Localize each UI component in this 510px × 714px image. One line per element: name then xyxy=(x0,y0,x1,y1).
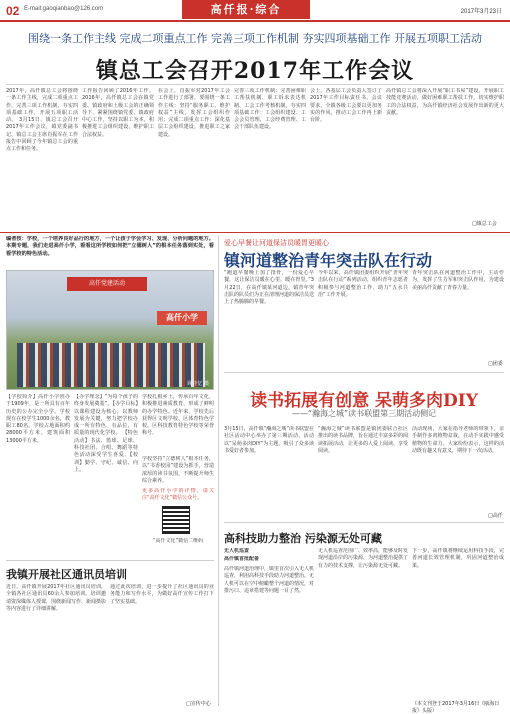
story-2-rule xyxy=(224,372,504,373)
story-4-column-2 xyxy=(110,584,214,706)
story-2-column-1 xyxy=(224,426,314,514)
issue-date: 2017年3月23日 xyxy=(460,9,502,15)
story-2-text-1: 3月15日，高仟镇“瀚海之城”读书联盟在社区活动中心举办了第三期活动，活动以“呆萌多肉DIY”为主题，吸引了众多读书爱好者参加。 xyxy=(224,426,314,454)
editor-note: 编者按：学校，一个培养良好品行的地方，一个让孩子学会学习、发现、分析问题的地方。本期专题，我们走进高仟小学，看看这所学校如何把“立德树人”的根本任务落到实处，看看学校的特色活动。 xyxy=(6,236,214,257)
story-3-column-3 xyxy=(412,548,504,698)
school-middle-text-2: 学校坚持“立德树人”根本任务，以“书香校园”建设为抓手，营造浓厚的读书氛围，不断提升师生综合素养。 xyxy=(142,456,214,484)
school-activities-text: 【特色活动】书法、篮球、足球、科技社团、合唱、舞蹈等特色活动深受学生喜爱。【校训】勤学、守纪、诚信、向上。 xyxy=(74,430,138,473)
photo-sign: 高仟党建活动 xyxy=(67,277,147,291)
story-3-text-2: 无人机巡查范围广、效率高，能够及时发现河道沿岸的污染源，为河道整治提供了有力的技术支撑，让污染源无处可藏。 xyxy=(318,548,408,569)
lead-para-5: 完善三项工作机制：完善困难职工帮扶机制、职工诉求表达机制、工会工作考核机制。夯实四项基础工作：工会组织建设、工会会员管理、工会经费管理、工会干部队伍建设。 xyxy=(234,88,306,131)
column-divider xyxy=(218,236,219,706)
story-2-column-2 xyxy=(318,426,408,514)
lead-column-1 xyxy=(6,88,78,228)
lead-column-4 xyxy=(234,88,306,228)
qr-caption: “高仟文化”微信二维码 xyxy=(152,538,204,544)
story-3-subhead-a: 无人机巡查 xyxy=(224,548,250,554)
lead-para-2: 3月15日，镇总工会召开2017年工作会议，镇党委副书记、镇总工会主席肖振军在工作报告中回顾了今年镇总工会的重点工作和任务。 xyxy=(6,117,78,153)
story-3-text-3: 下一步，高仟镇将继续运用科技手段，完善河道长效管理机制，巩固河道整治成果。 xyxy=(412,548,504,569)
photo-banner: 高仟小学 xyxy=(157,311,207,325)
story-4-title: 我镇开展社区通讯员培训 xyxy=(6,568,127,581)
story-1-column-2 xyxy=(318,270,408,366)
story-1-text-3: 青年突击队在河道整治工作中，主动作为，发挥了生力军和突击队作用，为建设美丽高仟贡献了青春力量。 xyxy=(412,270,504,291)
lead-para-6: 会上，各基层工会负责人签订了2017年工作目标责任书。会议要求，全镇各级工会要以更加务实的作风，推动工会工作再上新台阶。 xyxy=(310,88,382,124)
lead-column-6 xyxy=(386,88,504,218)
lead-column-5 xyxy=(310,88,382,228)
lead-column-right-text: 高仟镇总工会将深入开展“职工书屋”建设，开展职工技能竞赛活动，做好困难职工帮扶工作，切实维护职工的合法权益，为高仟镇经济社会发展作出新的更大贡献。 xyxy=(386,88,504,116)
story-2-title: 读书拓展有创意 呆萌多肉DIY xyxy=(250,391,478,411)
school-column-4 xyxy=(142,456,214,486)
lead-para-4: 在会上，肖振军对2017年工会工作进行了部署。要围绕一条工作主线：坚持“服务职工、维护权益”主线，发挥工会组织作用；完成二项重点工作：深化基层工会组织建设，推进职工之家建设。 xyxy=(158,88,230,138)
students-group xyxy=(17,343,205,387)
school-column-1 xyxy=(6,394,70,556)
story-2-subtitle: ——“瀚海之城”读书联盟第三期活动侧记 xyxy=(291,409,437,418)
header-rule xyxy=(0,20,510,22)
photo-credit: 顾佳忆 摄 xyxy=(187,381,209,387)
lead-column-3 xyxy=(158,88,230,228)
lead-headline: 镇总工会召开2017年工作会议 xyxy=(95,58,415,84)
story-3-column-1 xyxy=(224,566,314,706)
school-column-2 xyxy=(74,394,138,556)
story-2-byline: □高仟 xyxy=(488,513,503,519)
story-1-column-3 xyxy=(412,270,504,366)
story-3-rule xyxy=(224,522,504,523)
story-1-byline: □团委 xyxy=(488,361,503,367)
story-1-text-2: 今年以来，高仟镇团委组织开展“青年突击队在行动”系列活动，组织青年志愿者积极参与河道整治工作，助力“五水共治”工作开展。 xyxy=(318,270,408,298)
section-rule xyxy=(0,232,510,233)
lead-subhead: 围绕一条工作主线 完成二项重点工作 完善三项工作机制 夯实四项基础工作 开展五项职工活动 xyxy=(28,32,482,45)
school-middle-text-1: 学校扎根乡土，传承百年文化，积极推进素质教育，形成了鲜明的办学特色。近年来，学校先后获得区文明学校、区体育特色学校、区科技教育特色学校等荣誉称号。 xyxy=(142,394,214,437)
school-more-info: 更多高仟小学的详情，请关注“高仟文化”微信公众号。 xyxy=(142,488,214,502)
story-4-column-1 xyxy=(6,584,106,706)
story-4-rule xyxy=(6,560,214,561)
lead-para-3: 工作报告回顾了2016年工作。2016年，高仟镇总工会在镇党委、镇政府和上级工会的正确领导下，紧紧围绕镇党委、镇政府中心工作，坚持以职工为本，积极推进工会组织建设，维护职工合法权益。 xyxy=(82,88,154,138)
story-3-title: 高科技助力整治 污染源无处可藏 xyxy=(224,532,382,545)
school-intro-text: 【学校简介】高仟小学创办于1909年，是一所具有百年历史的公办完全小学。学校现有在校学生1000余名，教职工80名。学校占地面积约28000平方米，建筑面积13000平方米。 xyxy=(6,394,70,444)
story-4-byline: □宣传中心 xyxy=(186,701,211,707)
email-address: E-mail:gaoqianbao@126.com xyxy=(24,6,104,12)
story-1-text-1: “跑道早餐晚上加了排骨，一份爱心早餐，这让保洁员暖在心里，暖在胃里。”3月22日，在高仟镇某河道边，镇青年突击队的队员们为正在清理河道的保洁员送上了热腾腾的早餐。 xyxy=(224,270,314,306)
lead-column-2 xyxy=(82,88,154,228)
school-photo xyxy=(6,270,214,390)
story-1-kicker: 爱心早餐让河道保洁员暖胃更暖心 xyxy=(224,239,329,247)
story-3-text-1: 高仟镇河道治理中，镇里首次引入无人机巡查，利用高科技手段助力河道整治。无人机可以在空中俯瞰整个河道的情况，对排污口、违章搭建等问题一目了然。 xyxy=(224,566,314,594)
story-4-text-2: 通过此次培训，进一步提升了社区通讯员的业务能力和写作水平，为做好高仟宣传工作打下了坚实基础。 xyxy=(110,584,214,605)
story-1-title: 镇河道整治青年突击队在行动 xyxy=(224,251,433,270)
lead-rule xyxy=(6,84,504,85)
story-2-column-3 xyxy=(412,426,504,514)
lead-para-1: 2017年，高仟镇总工会将围绕一条工作主线，完成二项重点工作，完善三项工作机制，夯实四项基础工作，开展五项职工活动。 xyxy=(6,88,78,124)
lead-byline: □镇总工会 xyxy=(472,221,497,227)
masthead: 高仟报·综合 xyxy=(182,0,310,19)
story-2-text-3: 活动现场，大家在指导老师的带领下，亲手制作多肉植物盆栽，在动手实践中感受植物的生命力。大家纷纷表示，这样的活动既有趣又有意义，期待下一次活动。 xyxy=(412,426,504,454)
story-2-text-2: “瀚海之城”读书联盟是镇团委联合社区推出的读书品牌，旨在通过丰富多彩的阅读拓展活动，让更多的人爱上阅读、享受阅读。 xyxy=(318,426,408,454)
school-column-3 xyxy=(142,394,214,454)
school-philosophy-text: 【办学理念】“为每个孩子的终身发展奠基”。【办学目标】以课程建设为核心，以教师发展为关键，努力把学校办成一所有特色、有品位、有质量的现代化学校。 xyxy=(74,394,138,437)
story-3-column-2 xyxy=(318,548,408,706)
page-number: 02 xyxy=(6,4,20,18)
story-3-byline: （本文刊登于2017年3月16日《瓯海日报》头版） xyxy=(412,701,500,714)
story-3-subhead-b: 高仟镇首批配备 xyxy=(224,556,260,562)
story-1-column-1 xyxy=(224,270,314,366)
story-4-text-1: 近日，高仟镇开展2017年社区通讯员培训，全镇各社区通讯员60余人参加培训。培训邀请资深媒体人授课，围绕新闻写作、新闻摄影等内容进行了详细讲解。 xyxy=(6,584,106,612)
wechat-qr-code xyxy=(162,506,190,534)
